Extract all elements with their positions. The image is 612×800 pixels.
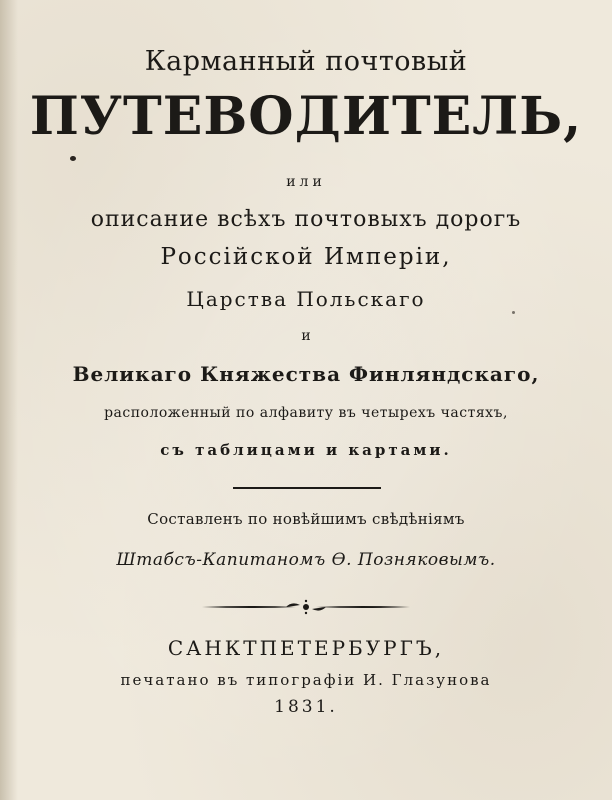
author-line: Штабсъ-Капитаномъ Ѳ. Позняковымъ. xyxy=(116,550,496,570)
ornamental-divider-icon xyxy=(200,598,412,616)
subtitle-line-5: расположенный по алфавиту въ четырехъ частяхъ, xyxy=(104,405,508,421)
main-title: ПУТЕВОДИТЕЛЬ, xyxy=(29,86,583,147)
horizontal-rule xyxy=(233,487,381,489)
subtitle-line-1: описание всѣхъ почтовыхъ дорогъ xyxy=(90,207,522,232)
printer-line: печатано въ типографіи И. Глазунова xyxy=(120,671,492,689)
ink-speck xyxy=(512,311,515,314)
conjunction-i: и xyxy=(301,328,311,344)
subtitle-line-6: съ таблицами и картами. xyxy=(160,441,452,459)
ink-speck xyxy=(70,156,76,161)
year-line: 1831. xyxy=(274,697,338,717)
compiled-by-line: Составленъ по новѣйшимъ свѣдѣніямъ xyxy=(147,510,465,528)
conjunction-ili: или xyxy=(286,174,326,190)
subtitle-line-2: Россійской Имперіи, xyxy=(160,244,452,270)
title-line-1: Карманный почтовый xyxy=(144,46,468,77)
subtitle-line-4: Великаго Княжества Финляндскаго, xyxy=(72,362,540,386)
city-line: САНКТПЕТЕРБУРГЪ, xyxy=(167,636,445,660)
subtitle-line-3: Царства Польскаго xyxy=(186,287,426,311)
